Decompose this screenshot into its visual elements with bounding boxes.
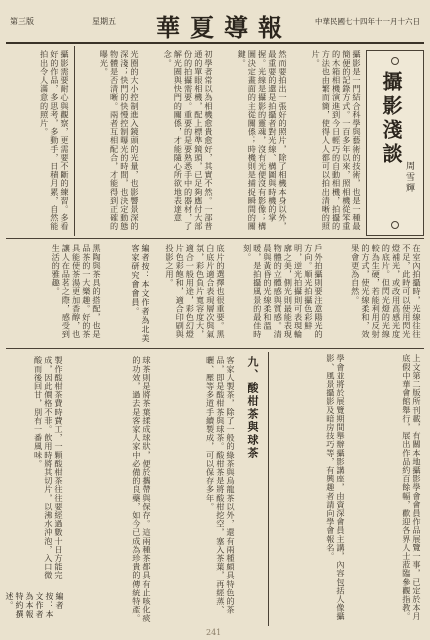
weekday: 星期五 <box>92 17 116 26</box>
column-divider <box>268 352 269 626</box>
tea-article-body-2: 球茶則是將茶葉揉成球狀，便於攜帶與保存。這兩種茶都具有止咳化痰的功效，過去是客家人家中必備的良藥，如今已成為珍貴的傳統特產。 <box>131 356 152 623</box>
column-author: 周雪輝 <box>404 161 414 194</box>
column-name: 攝影淺談 <box>379 71 403 167</box>
tea-article-body-1: 客家人製茶，除了一般的綠茶與烏龍茶以外，還有兩種頗具特色的茶品，即是酸柑茶與球茶。酸柑茶是將酸柑挖空，塞入茶葉，再經蒸、曬、壓等多道手續製成，可以保存多年。 <box>205 356 236 614</box>
masthead <box>6 6 424 44</box>
main-article-column-2: 然而要拍出一張好的照片，除了相機本身以外，最重要的還是拍攝者對光線、構圖與時機的掌握。光線是攝影的靈魂，沒有光便沒有影像；構圖決定畫面的主從關係；時機則是捕捉瞬間的關鍵。 <box>237 50 288 231</box>
column-divider <box>74 46 75 236</box>
second-article-column-1: 在室內拍攝時，光線往往不足，此時可以使用閃光燈補光，或改用高感光度的底片。但閃光燈的光線較為生硬，若能利用反射的方式，使光線柔和，效果會更為自然。 <box>350 244 422 339</box>
lower-right-column-1: 上文第二版所刊載，有關本地攝影學會會員作品展覽一事，已定於本月底假中華會館舉行，展出作品約百餘幅，歡迎各界人士蒞臨參觀指教。 <box>401 354 422 621</box>
page-mark: 241 <box>206 628 222 637</box>
credit-line: 編者按：本文作者為北美客家研究會會員。 <box>131 244 150 343</box>
main-article-column-4: 光圈的大小控制進入鏡頭的光量，也影響景深的深淺；快門的快慢控制曝光的時間，也決定動態物體是否清晰。兩者互相配合，才能得到正確的曝光。 <box>99 50 140 231</box>
column-title-box <box>366 50 424 236</box>
middle-left-text: 黑陶與茶具的搭配，也是品茶的一大樂趣。好的茶具能使茶湯更加香醇，也讓人在品茗之際，感受到生活的雅趣。 <box>51 244 102 339</box>
credit-line: 編者按：本文作者為本報特約撰述。 <box>5 592 64 619</box>
issue-date: 中華民國七十四年十一月十六日 <box>315 17 420 26</box>
lower-right-column-2: 學會並將於展覽期間舉辦攝影講座，由資深會員主講，內容包括人像攝影、風景攝影及暗房技巧等，有興趣者請向學會報名。 <box>325 354 346 621</box>
main-article-column-5: 攝影需要耐心與觀察，更需要不斷的練習。多看好的作品，多思考，多動手，日積月累，自然能拍出令人滿意的照片。 <box>39 50 70 231</box>
tea-article-title: 九、酸柑茶與球茶 <box>246 356 259 460</box>
main-article-column-1: 攝影是一門結合科學與藝術的技術，也是一種最簡便的記錄方式。一百多年以來，照相機從笨重的木箱相機演進到今日輕巧的自動相機，拍攝的方法也由繁而簡，使得人人都可以拍出清晰的照片。 <box>311 50 362 231</box>
second-article-column-2: 戶外拍攝則要注意陽光的方向。順光拍攝色彩鮮明，逆光拍攝則可表現輪廓之美，側光則最能表現物體的立體感與質感。清晨與黃昏的光線柔和溫暖，是拍攝風景的最佳時刻。 <box>242 244 324 339</box>
ornament-icon <box>391 57 399 65</box>
ornament-icon <box>391 221 399 229</box>
second-article-column-3: 底片的選擇也很重要。黑白底片適合表現層次與氣氛，彩色負片寬容度大，適合一般用途，彩色幻燈片色彩飽和，適合印刷與投影之用。 <box>164 244 226 339</box>
main-article-column-3: 初學者常以為相機愈貴愈好，其實不然。一部普通的單眼相機，配上標準鏡頭，已足夠應付大部份的拍攝需要。重要的是要熟悉手中的器材，了解光圈與快門的關係，才能隨心所欲地表達意念。 <box>163 50 214 231</box>
paper-title: 華夏導報 <box>156 13 292 42</box>
newspaper-page <box>5 6 424 637</box>
page-number: 第三版 <box>10 17 34 26</box>
section-divider <box>6 348 424 349</box>
tea-article-body-3: 製作酸柑茶費時費工，一顆酸柑茶往往要經過數十日方能完成，因此價格不菲。飲用時將其切片，以沸水沖泡，入口微酸而後回甘，別有一番風味。 <box>33 356 64 580</box>
section-divider <box>6 238 424 239</box>
